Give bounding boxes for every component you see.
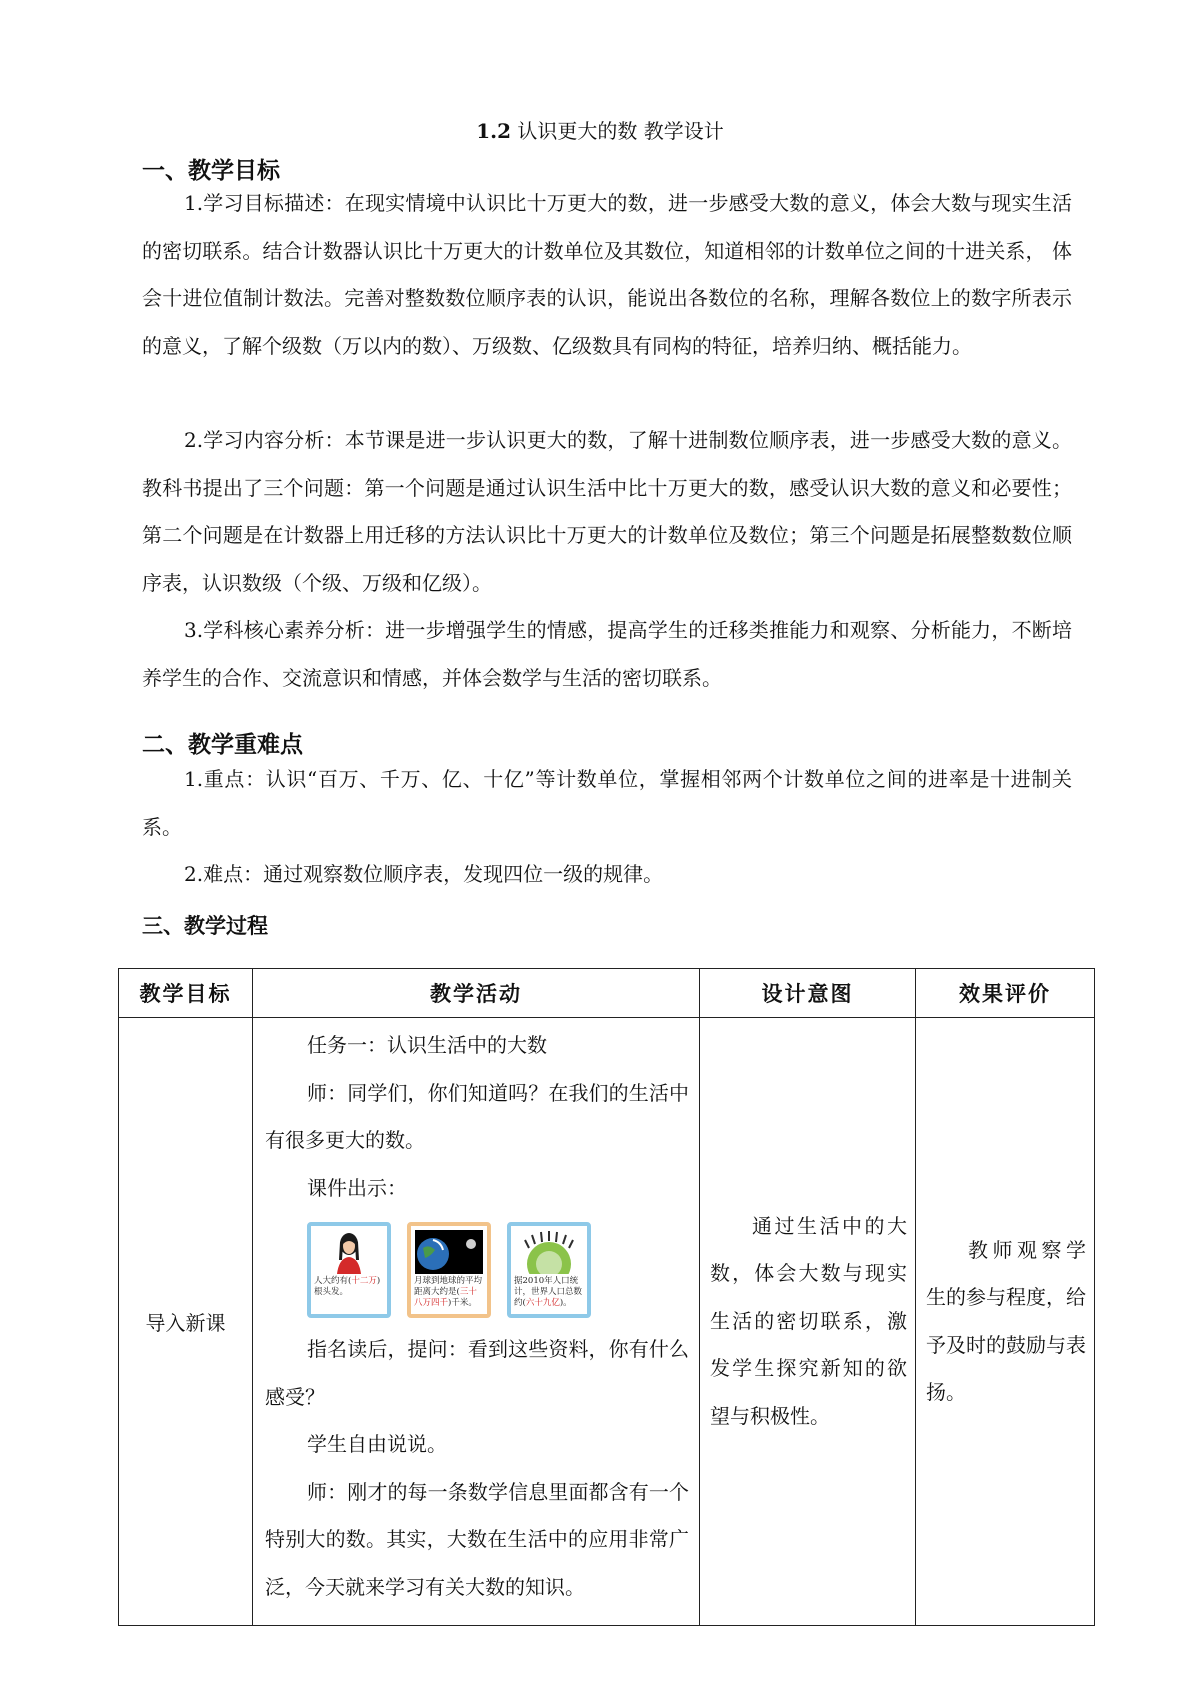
document-title [0, 118, 1200, 144]
earth-moon-image [415, 1230, 483, 1274]
activity-teacher-summary: 师：刚才的每一条数学信息里面都含有一个特别大的数。其实，大数在生活中的应用非常广泛，今天就来学习有关大数的知识。 [265, 1479, 689, 1599]
title-number: 1.2 [476, 119, 512, 143]
header-evaluation: 效果评价 [916, 969, 1095, 1018]
girl-image [315, 1230, 383, 1274]
card-population [507, 1222, 591, 1318]
keypoint-paragraph-2: 2.难点：通过观察数位顺序表，发现四位一级的规律。 [184, 862, 664, 886]
table-header-row [119, 969, 1095, 1018]
table-row [119, 1018, 1095, 1626]
goal-paragraph-2: 2.学习内容分析：本节课是进一步认识更大的数，了解十进制数位顺序表，进一步感受大数的意义。教科书提出了三个问题：第一个问题是通过认识生活中比十万更大的数，感受认识大数的意义和必要性；第二个问题是在计数器上用迁移的方法认识比十万更大的计数单位及数位；第三个问题是拓展整数数位顺序表，认识数级（个级、万级和亿级）。 [142, 428, 1072, 595]
section-heading-goals: 一、教学目标 [142, 158, 280, 184]
title-text: 认识更大的数 教学设计 [511, 119, 724, 143]
keypoint-paragraph-1: 1.重点：认识“百万、千万、亿、十亿”等计数单位，掌握相邻两个计数单位之间的进率是十进制关系。 [142, 767, 1072, 839]
activity-task: 任务一：认识生活中的大数 [307, 1033, 547, 1057]
header-goal: 教学目标 [119, 969, 253, 1018]
crowd-globe-image [515, 1230, 583, 1274]
card-moon-caption: 月球到地球的平均距离大约是(三十八万四千)千米。 [414, 1276, 483, 1308]
courseware-cards [265, 1212, 689, 1326]
card-hair [307, 1222, 391, 1318]
section-heading-process: 三、教学过程 [142, 914, 268, 938]
row-intent [700, 1018, 916, 1626]
activity-courseware: 课件出示： [307, 1175, 407, 1200]
goal-paragraph-3: 3.学科核心素养分析：进一步增强学生的情感，提高学生的迁移类推能力和观察、分析能力，不断培养学生的合作、交流意识和情感，并体会数学与生活的密切联系。 [142, 618, 1072, 690]
section-heading-keypoints: 二、教学重难点 [142, 732, 303, 758]
activity-teacher-intro: 师：同学们，你们知道吗？在我们的生活中有很多更大的数。 [265, 1080, 689, 1152]
intent-text: 通过生活中的大数，体会大数与现实生活的密切联系，激发学生探究新知的欲望与积极性。 [710, 1213, 907, 1428]
header-activity: 教学活动 [253, 969, 700, 1018]
row-activity [253, 1018, 700, 1626]
row-goal: 导入新课 [119, 1018, 253, 1626]
row-evaluation [916, 1018, 1095, 1626]
card-moon [407, 1222, 491, 1318]
activity-students: 学生自由说说。 [307, 1432, 447, 1456]
header-intent: 设计意图 [700, 969, 916, 1018]
activity-question: 指名读后，提问：看到这些资料，你有什么感受？ [265, 1337, 689, 1409]
card-hair-caption: 人大约有(十二万)根头发。 [314, 1276, 381, 1297]
lesson-table [118, 968, 1095, 1626]
goal-paragraph-1: 1.学习目标描述：在现实情境中认识比十万更大的数，进一步感受大数的意义，体会大数与现实生活的密切联系。结合计数器认识比十万更大的计数单位及其数位，知道相邻的计数单位之间的十进关系， 体会十进位值制计数法。完善对整数数位顺序表的认识，能说出各数位的名称，理解各数位上的数字所表示的意义，了解个级数（万以内的数）、万级数、亿级数具有同构的特征，培养归纳、概括能力。 [142, 191, 1072, 358]
evaluation-text: 教师观察学生的参与程度，给予及时的鼓励与表扬。 [926, 1237, 1086, 1404]
card-population-caption: 据2010年人口统计，世界人口总数约(六十九亿)。 [514, 1276, 583, 1308]
